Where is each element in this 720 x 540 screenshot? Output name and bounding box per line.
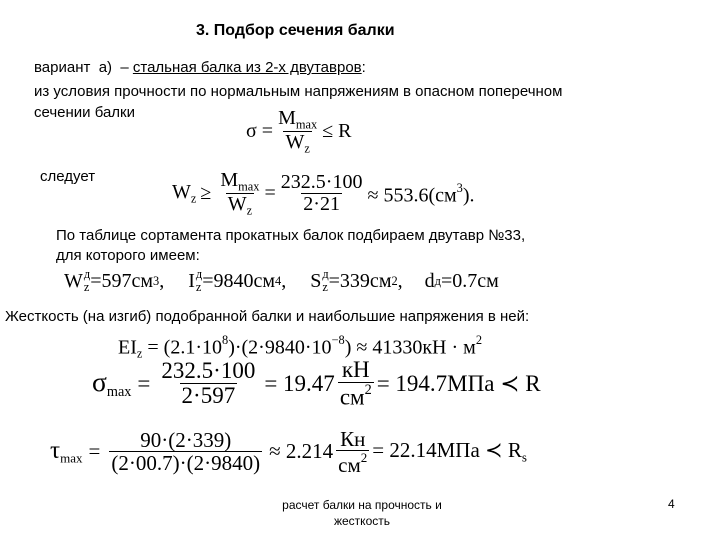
prop-iz: I д z =9840см 4 , — [188, 267, 287, 295]
sigma-fraction: $\frac{232.5\cdot 100}{2\cdot 597}$ — [161, 358, 256, 409]
sigma-symbol: σ — [92, 366, 107, 398]
page-number: 4 — [668, 497, 675, 511]
f2-result-sup: 3 — [456, 180, 463, 195]
f1-den-sub: z — [304, 141, 310, 156]
f1-num-var: M — [278, 107, 296, 129]
f2-fraction-1 — [218, 170, 261, 218]
variant-prefix: вариант а) – — [34, 59, 133, 76]
strength-condition-formula — [246, 108, 352, 156]
tau-symbol: τ — [50, 437, 61, 465]
f2-lhs-sub: z — [190, 191, 197, 206]
f2-f1-num-sub: max — [238, 179, 260, 194]
stiffness-formula: $EI_z = (2.1\cdot 10^8)\cdot(2\cdot 9840\cdot 10^{-8}) \approx 41330кН \cdot м^2$ — [118, 333, 483, 361]
tau-fraction: $\frac{90\cdot(2\cdot 339)}{(2\cdot 00.7)\cdot(2\cdot 9840)}$ — [111, 428, 261, 476]
f1-lhs: σ = — [246, 120, 274, 143]
prop-d: d д =0.7см — [424, 269, 499, 292]
prop-sz: S д z =339см 2 , — [310, 267, 403, 295]
variant-suffix: : — [361, 59, 366, 76]
f1-rhs: ≤ R — [322, 120, 352, 143]
variant-line — [34, 58, 366, 77]
slide-title: 3. Подбор сечения балки — [196, 22, 395, 39]
f2-f2-den: 2·21 — [303, 193, 340, 216]
f2-ge: ≥ — [200, 182, 212, 205]
stiffness-text: Жесткость (на изгиб) подобранной балки и наибольшие напряжения в ней: — [5, 308, 530, 325]
f1-num-sub: max — [295, 117, 318, 132]
f2-eq: = — [264, 182, 276, 205]
f2-f1-den-var: W — [227, 193, 247, 216]
f2-result-post: ). — [462, 183, 475, 206]
sigma-unit-fraction: $\frac{кН}{см^2}$ — [339, 357, 372, 410]
table-line-1: По таблице сортамента прокатных балок подбираем двутавр №33, — [56, 227, 526, 244]
section-properties — [64, 268, 499, 294]
condition-line-1: из условия прочности по нормальным напряжениям в опасном поперечном — [34, 83, 563, 100]
section-modulus-formula — [172, 170, 475, 218]
variant-underlined: стальная балка из 2-х двутавров — [132, 59, 362, 76]
f2-f2-num: 232.5·100 — [280, 171, 363, 194]
f2-fraction-2 — [279, 172, 365, 215]
f2-f1-den-sub: z — [246, 203, 253, 218]
tau-unit-fraction: $\frac{Кн}{см^2}$ — [338, 427, 368, 477]
footer-caption: расчет балки на прочность и жесткость — [282, 498, 442, 528]
follows-label: следует — [40, 168, 96, 185]
f2-f1-num-var: M — [220, 169, 239, 191]
f2-result-pre: ≈ 553.6(см — [367, 183, 457, 206]
tau-max-formula: $\tau_{max}$ = $\frac{90\cdot(2\cdot 339)}{(2\cdot 00.7)\cdot(2\cdot 9840)}$ ≈ 2.214 $\frac{Кн}{см^2}$ = 22.14МПа ≺ $R_s$ — [50, 427, 527, 477]
prop-wz: W д z =597см 3 , — [64, 267, 165, 295]
sigma-max-formula: $\sigma_{max}$ = $\frac{232.5\cdot 100}{2\cdot 597}$ = 19.47 $\frac{кН}{см^2}$ = 194.7МПа ≺ R — [92, 357, 541, 410]
condition-line-2: сечении балки — [34, 104, 135, 121]
f2-lhs-var: W — [172, 181, 191, 204]
f1-fraction — [276, 108, 319, 156]
table-line-2: для которого имеем: — [56, 247, 200, 264]
f1-den-var: W — [285, 131, 305, 154]
